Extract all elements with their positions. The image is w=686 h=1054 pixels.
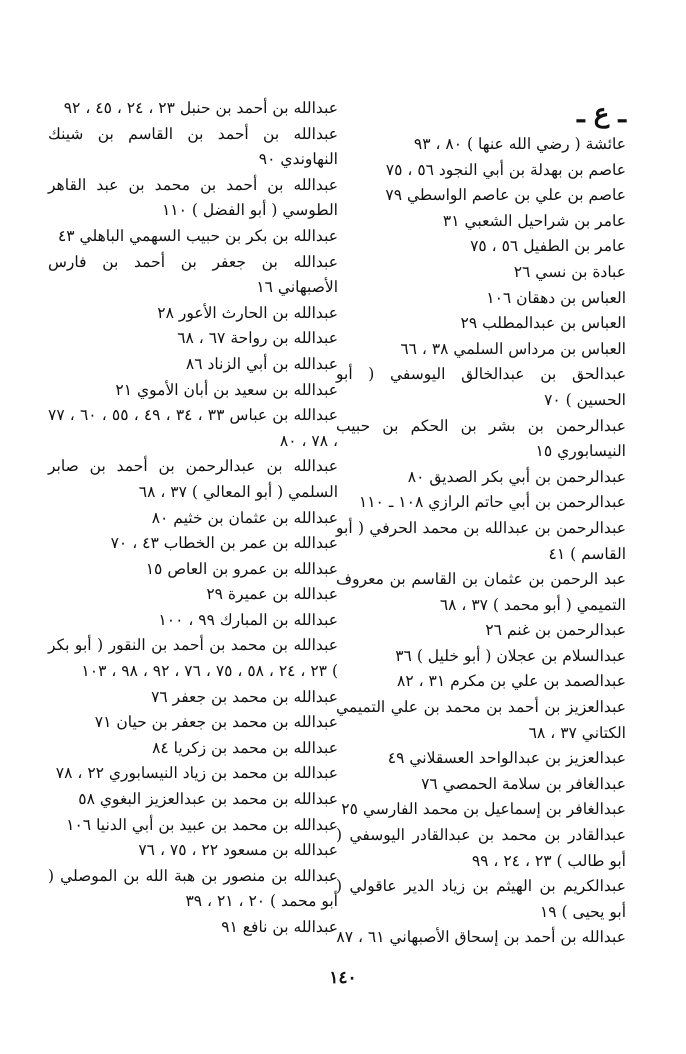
index-entry: عبدالله بن أبي الزناد ٨٦ [185, 354, 338, 373]
index-entry: عبادة بن نسي ٢٦ [513, 262, 626, 281]
index-entry: عبدالله بن أحمد بن القاسم بن شينك النهاوندي ٩٠ [48, 124, 338, 169]
right-entries [336, 132, 626, 951]
index-entry: عامر بن الطفيل ٥٦ ، ٧٥ [470, 237, 626, 256]
index-entry: عبدالله بن محمد بن جعفر بن حيان ٧١ [94, 713, 338, 732]
index-entry: عبد الرحمن بن عثمان بن القاسم بن معروف التميمي ( أبو محمد ) ٣٧ ، ٦٨ [336, 570, 626, 614]
index-entry: عبدالرحمن بن أبي حاتم الرازي ١٠٨ ـ ١١٠ [358, 493, 626, 512]
index-entry: عبدالله بن المبارك ٩٩ ، ١٠٠ [158, 610, 338, 629]
index-entry: العباس بن مرداس السلمي ٣٨ ، ٦٦ [400, 339, 626, 358]
index-entry: عبدالعزيز بن أحمد بن محمد بن علي التميمي الكتاني ٣٧ ، ٦٨ [336, 698, 626, 742]
index-entry: عامر بن شراحيل الشعبي ٣١ [442, 211, 626, 230]
index-entry: عبدالله بن عثمان بن خثيم ٨٠ [151, 508, 338, 527]
index-entry: عبدالله بن محمد بن عبيد بن أبي الدنيا ١٠٦ [66, 815, 338, 834]
index-entry: عبدالله بن نافع ٩١ [221, 918, 338, 936]
index-entry: عبدالغافر بن سلامة الحمصي ٧٦ [421, 774, 626, 793]
index-entry: عائشة ( رضي الله عنها ) ٨٠ ، ٩٣ [413, 135, 626, 153]
index-entry: عبدالله بن عبدالرحمن بن أحمد بن صابر السلمي ( أبو المعالي ) ٣٧ ، ٦٨ [48, 457, 338, 501]
index-entry: عبدالله بن أحمد بن محمد بن عبد القاهر الطوسي ( أبو الفضل ) ١١٠ [48, 175, 338, 220]
index-entry: عبدالسلام بن عجلان ( أبو خليل ) ٣٦ [395, 646, 626, 665]
index-entry: عبدالله بن رواحة ٦٧ ، ٦٨ [177, 329, 338, 348]
index-entry: عبدالله بن مسعود ٢٢ ، ٧٥ ، ٧٦ [138, 841, 338, 860]
right-column [336, 96, 626, 951]
left-column [48, 96, 338, 941]
index-entry: عبدالرحمن بن عبدالله بن محمد الحرفي ( أبو القاسم ) ٤١ [336, 518, 626, 563]
index-entry: عبدالله بن محمد بن أحمد بن النقور ( أبو بكر ) ٢٣ ، ٢٤ ، ٥٨ ، ٧٥ ، ٧٦ ، ٩٢ ، ٩٨ ، ١٠٣ [48, 636, 338, 681]
index-entry: عبدالله بن أحمد بن إسحاق الأصبهاني ٦١ ، ٨٧ [336, 928, 626, 947]
index-entry: عبدالقادر بن محمد بن عبدالقادر اليوسفي ( أبو طالب ) ٢٣ ، ٢٤ ، ٩٩ [336, 826, 626, 870]
index-entry: العباس بن دهقان ١٠٦ [486, 288, 626, 307]
left-entries [48, 96, 338, 941]
index-entry: عبدالله بن محمد بن عبدالعزيز البغوي ٥٨ [78, 790, 338, 809]
page-number: ١٤٠ [329, 968, 357, 988]
index-entry: عبدالله بن جعفر بن أحمد بن فارس الأصبهاني ١٦ [48, 252, 338, 297]
index-entry: عبدالله بن عمرو بن العاص ١٥ [145, 559, 338, 578]
index-entry: عبدالكريم بن الهيثم بن زياد الدير عاقولي ( أبو يحيى ) ١٩ [336, 877, 626, 921]
index-entry: عبدالله بن محمد بن زكريا ٨٤ [152, 738, 338, 757]
index-entry: عبدالله بن عميرة ٢٩ [206, 585, 338, 604]
section-letter-heading: ـ ع ـ [577, 99, 626, 129]
index-entry: عبدالله بن محمد بن زياد النيسابوري ٢٢ ، ٧٨ [55, 764, 338, 783]
index-entry: عبدالله بن الحارث الأعور ٢٨ [157, 303, 338, 322]
index-entry: عبدالغافر بن إسماعيل بن محمد الفارسي ٢٥ [341, 800, 626, 819]
index-entry: عبدالله بن بكر بن حبيب السهمي الباهلي ٤٣ [57, 226, 338, 245]
index-entry: عاصم بن علي بن عاصم الواسطي ٧٩ [385, 186, 626, 205]
index-entry: عبدالله بن منصور بن هبة الله بن الموصلي ( أبو محمد ) ٢٠ ، ٢١ ، ٣٩ [48, 866, 338, 911]
index-entry: عبدالعزيز بن عبدالواحد العسقلاني ٤٩ [387, 749, 626, 768]
index-entry: عبدالرحمن بن بشر بن الحكم بن حبيب النيسابوري ١٥ [336, 416, 626, 461]
index-entry: عبدالله بن عمر بن الخطاب ٤٣ ، ٧٠ [110, 534, 338, 553]
index-entry: عبدالله بن أحمد بن حنبل ٢٣ ، ٢٤ ، ٤٥ ، ٩٢ [63, 99, 338, 117]
index-entry: عبدالحق بن عبدالخالق اليوسفي ( أبو الحسين ) ٧٠ [336, 365, 626, 409]
index-entry: عبدالرحمن بن غنم ٢٦ [485, 621, 626, 640]
index-entry: عاصم بن بهدلة بن أبي النجود ٥٦ ، ٧٥ [385, 160, 626, 179]
index-entry: عبدالرحمن بن أبي بكر الصديق ٨٠ [407, 467, 626, 486]
index-entry: عبدالله بن محمد بن جعفر ٧٦ [151, 687, 338, 706]
index-entry: العباس بن عبدالمطلب ٢٩ [460, 314, 626, 333]
index-entry: عبدالله بن سعيد بن أبان الأموي ٢١ [115, 380, 338, 399]
index-entry: عبدالله بن عباس ٣٣ ، ٣٤ ، ٤٩ ، ٥٥ ، ٦٠ ، ٧٧ ، ٧٨ ، ٨٠ [48, 406, 339, 450]
index-entry: عبدالصمد بن علي بن مكرم ٣١ ، ٨٢ [397, 672, 626, 691]
